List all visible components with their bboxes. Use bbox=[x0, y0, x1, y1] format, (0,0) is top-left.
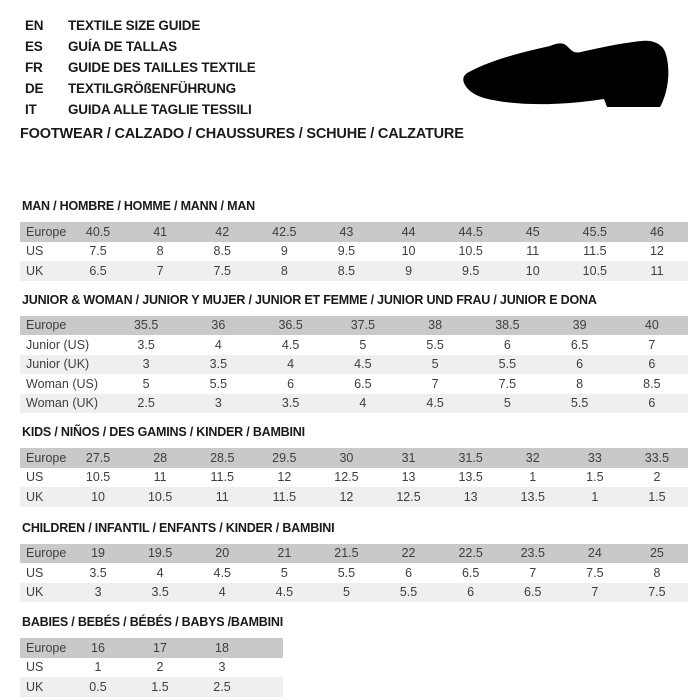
row-label: Junior (US) bbox=[26, 337, 90, 352]
size-cell: 6 bbox=[648, 396, 656, 411]
size-cell: 5.5 bbox=[209, 376, 228, 391]
size-cell: 4.5 bbox=[281, 337, 300, 352]
size-cell: 6 bbox=[503, 337, 511, 352]
size-cell: 3 bbox=[214, 396, 222, 411]
size-cell: 1 bbox=[591, 489, 599, 504]
language-code: DE bbox=[25, 81, 44, 96]
size-cell: 11 bbox=[526, 244, 540, 259]
table-row bbox=[20, 316, 688, 336]
language-code: ES bbox=[25, 39, 43, 54]
size-cell: 21 bbox=[277, 546, 292, 561]
size-cell: 37.5 bbox=[350, 318, 376, 333]
size-cell: 20 bbox=[215, 546, 230, 561]
table-row bbox=[20, 544, 688, 564]
size-cell: 8 bbox=[280, 263, 288, 278]
size-cell: 12.5 bbox=[396, 489, 421, 504]
size-cell: 36.5 bbox=[278, 318, 303, 333]
size-cell: 16 bbox=[91, 640, 105, 655]
size-cell: 45.5 bbox=[582, 224, 608, 239]
size-cell: 41 bbox=[153, 224, 168, 239]
size-cell: 5 bbox=[431, 357, 439, 372]
size-cell: 3.5 bbox=[209, 357, 228, 372]
language-label: GUÍA DE TALLAS bbox=[68, 39, 177, 54]
size-cell: 7 bbox=[648, 337, 656, 352]
size-cell: 8.5 bbox=[213, 244, 231, 259]
language-label: TEXTILE SIZE GUIDE bbox=[68, 18, 201, 33]
size-cell: 6 bbox=[287, 376, 295, 391]
size-cell: 19.5 bbox=[147, 546, 173, 561]
table-row bbox=[20, 658, 283, 678]
size-cell: 21.5 bbox=[334, 546, 359, 561]
size-cell: 2.5 bbox=[213, 679, 231, 694]
size-cell: 4 bbox=[287, 357, 295, 372]
size-cell: 42.5 bbox=[272, 224, 297, 239]
size-cell: 6.5 bbox=[89, 263, 107, 278]
size-cell: 3.5 bbox=[151, 585, 169, 600]
size-cell: 29.5 bbox=[272, 450, 297, 465]
size-cell: 22 bbox=[401, 546, 416, 561]
table-row bbox=[20, 242, 688, 262]
size-cell: 3 bbox=[94, 585, 102, 600]
size-cell: 38 bbox=[428, 318, 443, 333]
size-cell: 3 bbox=[142, 357, 150, 372]
table-row bbox=[20, 638, 283, 658]
row-label: Woman (US) bbox=[26, 376, 99, 391]
size-cell: 1.5 bbox=[151, 679, 169, 694]
table-row bbox=[20, 487, 688, 507]
section-babies bbox=[20, 615, 688, 697]
language-row-en bbox=[25, 15, 256, 36]
size-cell: 12.5 bbox=[334, 470, 359, 485]
size-cell: 5.5 bbox=[399, 585, 418, 600]
row-label: Junior (UK) bbox=[26, 357, 90, 372]
category-title: FOOTWEAR / CALZADO / CHAUSSURES / SCHUHE / CALZATURE bbox=[20, 126, 464, 142]
size-cell: 40 bbox=[644, 318, 659, 333]
size-cell: 40.5 bbox=[85, 224, 111, 239]
size-cell: 6 bbox=[467, 585, 475, 600]
size-cell: 3 bbox=[218, 660, 226, 675]
size-cell: 12 bbox=[277, 470, 292, 485]
size-cell: 10 bbox=[525, 263, 540, 278]
size-table-babies bbox=[20, 638, 283, 697]
size-cell: 11 bbox=[215, 489, 229, 504]
row-label: Europe bbox=[26, 546, 67, 561]
size-cell: 33 bbox=[587, 450, 602, 465]
size-cell: 27.5 bbox=[85, 450, 111, 465]
size-cell: 6.5 bbox=[570, 337, 589, 352]
size-cell: 5 bbox=[359, 337, 367, 352]
size-cell: 24 bbox=[587, 546, 602, 561]
size-cell: 8 bbox=[156, 244, 164, 259]
size-cell: 17 bbox=[153, 640, 167, 655]
size-cell: 4.5 bbox=[275, 585, 294, 600]
size-cell: 5 bbox=[280, 565, 288, 580]
size-cell: 10.5 bbox=[582, 263, 608, 278]
table-row bbox=[20, 468, 688, 488]
table-row bbox=[20, 394, 688, 414]
row-label: US bbox=[26, 660, 44, 675]
size-cell: 25 bbox=[649, 546, 664, 561]
size-cell: 46 bbox=[649, 224, 664, 239]
size-cell: 7.5 bbox=[586, 565, 604, 580]
size-cell: 10.5 bbox=[458, 244, 483, 259]
size-cell: 39 bbox=[572, 318, 587, 333]
size-cell: 7.5 bbox=[89, 244, 107, 259]
size-cell: 44 bbox=[401, 224, 416, 239]
size-cell: 22.5 bbox=[458, 546, 483, 561]
size-cell: 33.5 bbox=[644, 450, 670, 465]
size-cell: 30 bbox=[339, 450, 354, 465]
row-label: UK bbox=[26, 489, 44, 504]
size-cell: 11.5 bbox=[272, 489, 297, 504]
size-cell: 42 bbox=[215, 224, 230, 239]
size-cell: 44.5 bbox=[458, 224, 483, 239]
row-label: US bbox=[26, 470, 44, 485]
size-cell: 9.5 bbox=[337, 244, 356, 259]
size-cell: 7 bbox=[156, 263, 164, 278]
size-cell: 9 bbox=[405, 263, 413, 278]
size-table-man bbox=[20, 222, 688, 281]
section-junior-woman bbox=[20, 293, 688, 414]
size-table-children bbox=[20, 544, 688, 603]
size-cell: 8.5 bbox=[643, 376, 661, 391]
size-cell: 11 bbox=[153, 470, 167, 485]
size-cell: 6.5 bbox=[461, 565, 480, 580]
size-cell: 0.5 bbox=[89, 679, 107, 694]
language-row-de bbox=[25, 78, 256, 99]
table-row bbox=[20, 677, 283, 697]
size-cell: 31 bbox=[401, 450, 416, 465]
size-table-junior-woman bbox=[20, 316, 688, 414]
size-cell: 5 bbox=[142, 376, 150, 391]
size-cell: 6 bbox=[405, 565, 413, 580]
language-label: GUIDE DES TAILLES TEXTILE bbox=[68, 60, 256, 75]
section-man bbox=[20, 199, 688, 281]
size-cell: 38.5 bbox=[495, 318, 520, 333]
row-label: UK bbox=[26, 585, 44, 600]
section-children bbox=[20, 521, 688, 603]
size-cell: 10.5 bbox=[147, 489, 173, 504]
size-cell: 7.5 bbox=[213, 263, 231, 278]
size-cell: 35.5 bbox=[133, 318, 159, 333]
language-label: GUIDA ALLE TAGLIE TESSILI bbox=[68, 102, 252, 117]
size-cell: 8 bbox=[576, 376, 584, 391]
size-cell: 2.5 bbox=[137, 396, 155, 411]
section-title: BABIES / BEBÉS / BÉBÉS / BABYS /BAMBINI bbox=[22, 615, 283, 629]
size-cell: 6 bbox=[648, 357, 656, 372]
size-cell: 9.5 bbox=[461, 263, 480, 278]
size-cell: 3.5 bbox=[281, 396, 300, 411]
size-cell: 4 bbox=[218, 585, 226, 600]
row-label: US bbox=[26, 244, 44, 259]
language-row-es bbox=[25, 36, 256, 57]
size-cell: 13 bbox=[463, 489, 478, 504]
size-cell: 3.5 bbox=[137, 337, 155, 352]
size-cell: 2 bbox=[156, 660, 164, 675]
size-cell: 13.5 bbox=[520, 489, 545, 504]
size-cell: 5.5 bbox=[498, 357, 517, 372]
table-row bbox=[20, 261, 688, 281]
size-cell: 5.5 bbox=[570, 396, 589, 411]
size-cell: 12 bbox=[649, 244, 664, 259]
table-row bbox=[20, 583, 688, 603]
size-cell: 13 bbox=[401, 470, 416, 485]
size-cell: 7 bbox=[431, 376, 439, 391]
size-cell: 4.5 bbox=[213, 565, 231, 580]
size-cell: 31.5 bbox=[458, 450, 483, 465]
size-cell: 36 bbox=[211, 318, 226, 333]
size-cell: 10 bbox=[91, 489, 105, 504]
language-list bbox=[25, 15, 256, 120]
row-label: UK bbox=[26, 679, 44, 694]
size-cell: 8.5 bbox=[337, 263, 356, 278]
size-cell: 6.5 bbox=[524, 585, 542, 600]
row-label: US bbox=[26, 565, 44, 580]
size-cell: 11.5 bbox=[583, 244, 607, 259]
row-label: Europe bbox=[26, 450, 67, 465]
size-cell: 7 bbox=[591, 585, 599, 600]
size-cell: 23.5 bbox=[520, 546, 545, 561]
row-label: Europe bbox=[26, 318, 67, 333]
size-cell: 7.5 bbox=[498, 376, 517, 391]
size-cell: 10 bbox=[401, 244, 416, 259]
table-row bbox=[20, 222, 688, 242]
size-cell: 4.5 bbox=[426, 396, 444, 411]
size-cell: 1 bbox=[94, 660, 102, 675]
size-cell: 6 bbox=[576, 357, 584, 372]
size-cell: 18 bbox=[215, 640, 229, 655]
table-row bbox=[20, 374, 688, 394]
section-title: KIDS / NIÑOS / DES GAMINS / KINDER / BAMBINI bbox=[22, 425, 305, 439]
table-row bbox=[20, 563, 688, 583]
size-cell: 10.5 bbox=[85, 470, 111, 485]
size-cell: 6.5 bbox=[354, 376, 372, 391]
size-cell: 8 bbox=[653, 565, 661, 580]
size-cell: 1 bbox=[529, 470, 537, 485]
size-cell: 5 bbox=[342, 585, 350, 600]
language-code: IT bbox=[25, 102, 37, 117]
size-cell: 3.5 bbox=[89, 565, 107, 580]
section-title: MAN / HOMBRE / HOMME / MANN / MAN bbox=[22, 199, 255, 213]
size-cell: 1.5 bbox=[648, 489, 666, 504]
size-cell: 32 bbox=[525, 450, 540, 465]
row-label: Woman (UK) bbox=[26, 396, 99, 411]
size-cell: 11.5 bbox=[210, 470, 234, 485]
size-cell: 43 bbox=[339, 224, 354, 239]
size-cell: 4 bbox=[156, 565, 164, 580]
size-cell: 4.5 bbox=[354, 357, 372, 372]
size-cell: 5 bbox=[503, 396, 511, 411]
section-title: CHILDREN / INFANTIL / ENFANTS / KINDER / BAMBINI bbox=[22, 520, 335, 535]
size-cell: 4 bbox=[214, 337, 222, 352]
size-tables bbox=[20, 199, 688, 697]
language-label: TEXTILGRÖßENFÜHRUNG bbox=[68, 81, 236, 96]
table-row bbox=[20, 448, 688, 468]
row-label: Europe bbox=[26, 224, 67, 239]
size-cell: 12 bbox=[339, 489, 354, 504]
table-row bbox=[20, 355, 688, 375]
table-row bbox=[20, 335, 688, 355]
size-cell: 28 bbox=[153, 450, 168, 465]
dress-shoe-icon bbox=[462, 40, 672, 112]
size-cell: 13.5 bbox=[458, 470, 483, 485]
language-code: EN bbox=[25, 18, 44, 33]
size-cell: 7 bbox=[529, 565, 537, 580]
section-title: JUNIOR & WOMAN / JUNIOR Y MUJER / JUNIOR ET FEMME / JUNIOR UND FRAU / JUNIOR E DONA bbox=[22, 292, 597, 307]
language-code: FR bbox=[25, 60, 43, 75]
size-cell: 9 bbox=[280, 244, 288, 259]
size-cell: 2 bbox=[653, 470, 661, 485]
size-cell: 45 bbox=[525, 224, 540, 239]
size-cell: 19 bbox=[91, 546, 105, 561]
size-table-kids bbox=[20, 448, 688, 507]
size-cell: 5.5 bbox=[337, 565, 356, 580]
size-cell: 11 bbox=[650, 263, 664, 278]
row-label: Europe bbox=[26, 640, 67, 655]
language-row-it bbox=[25, 99, 256, 120]
size-cell: 4 bbox=[359, 396, 367, 411]
language-row-fr bbox=[25, 57, 256, 78]
size-cell: 1.5 bbox=[586, 470, 604, 485]
size-cell: 28.5 bbox=[210, 450, 235, 465]
size-cell: 5.5 bbox=[426, 337, 444, 352]
row-label: UK bbox=[26, 263, 44, 278]
size-cell: 7.5 bbox=[648, 585, 666, 600]
section-kids bbox=[20, 425, 688, 507]
